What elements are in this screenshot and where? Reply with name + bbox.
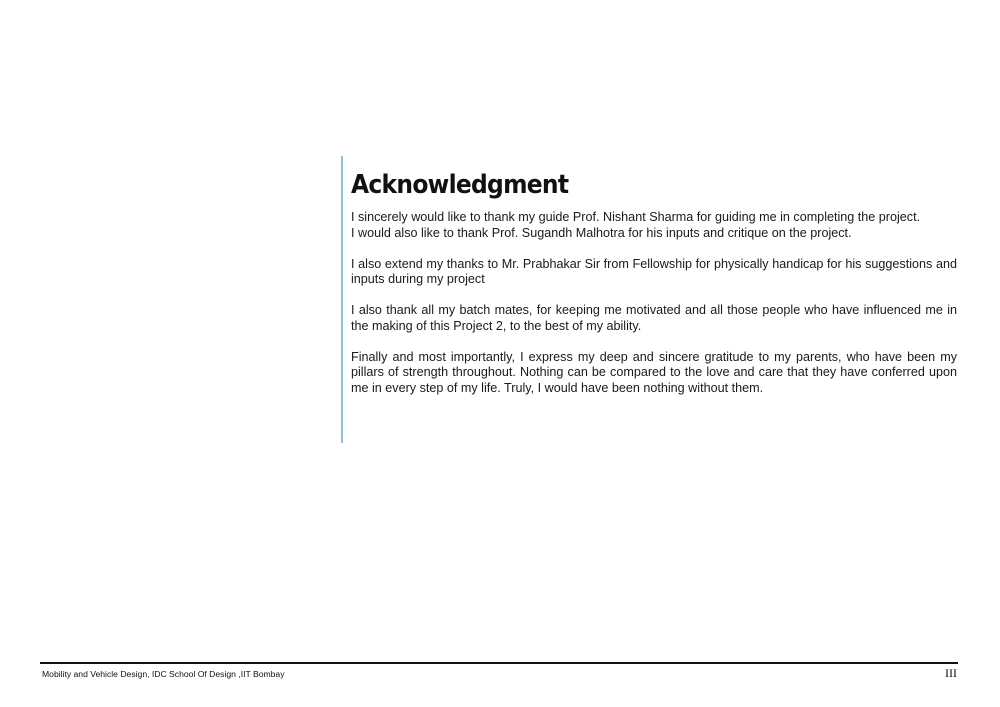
acknowledgment-section [351, 170, 957, 412]
page-number: III [945, 666, 957, 680]
paragraph-line: I sincerely would like to thank my guide Prof. Nishant Sharma for guiding me in completing the project. [351, 210, 921, 224]
page-title: Acknowledgment [351, 170, 569, 200]
accent-vertical-rule [341, 156, 343, 443]
paragraph-fellowship: I also extend my thanks to Mr. Prabhakar Sir from Fellowship for physically handicap for his suggestions and inputs during my project [351, 256, 957, 286]
paragraph-batch-mates: I also thank all my batch mates, for keeping me motivated and all those people who have influenced me in the making of this Project 2, to the best of my ability. [351, 303, 957, 333]
paragraph-line: I would also like to thank Prof. Sugandh Malhotra for his inputs and critique on the project. [351, 225, 852, 240]
footer-institution: Mobility and Vehicle Design, IDC School Of Design ,IIT Bombay [42, 669, 285, 679]
footer-divider [40, 662, 958, 664]
paragraph-parents: Finally and most importantly, I express my deep and sincere gratitude to my parents, who have been my pillars of strength throughout. Nothing can be compared to the love and care that they have conferred upon me in every step of my life. Truly, I would have been nothing without them. [351, 349, 957, 395]
paragraph-guides [351, 210, 957, 241]
